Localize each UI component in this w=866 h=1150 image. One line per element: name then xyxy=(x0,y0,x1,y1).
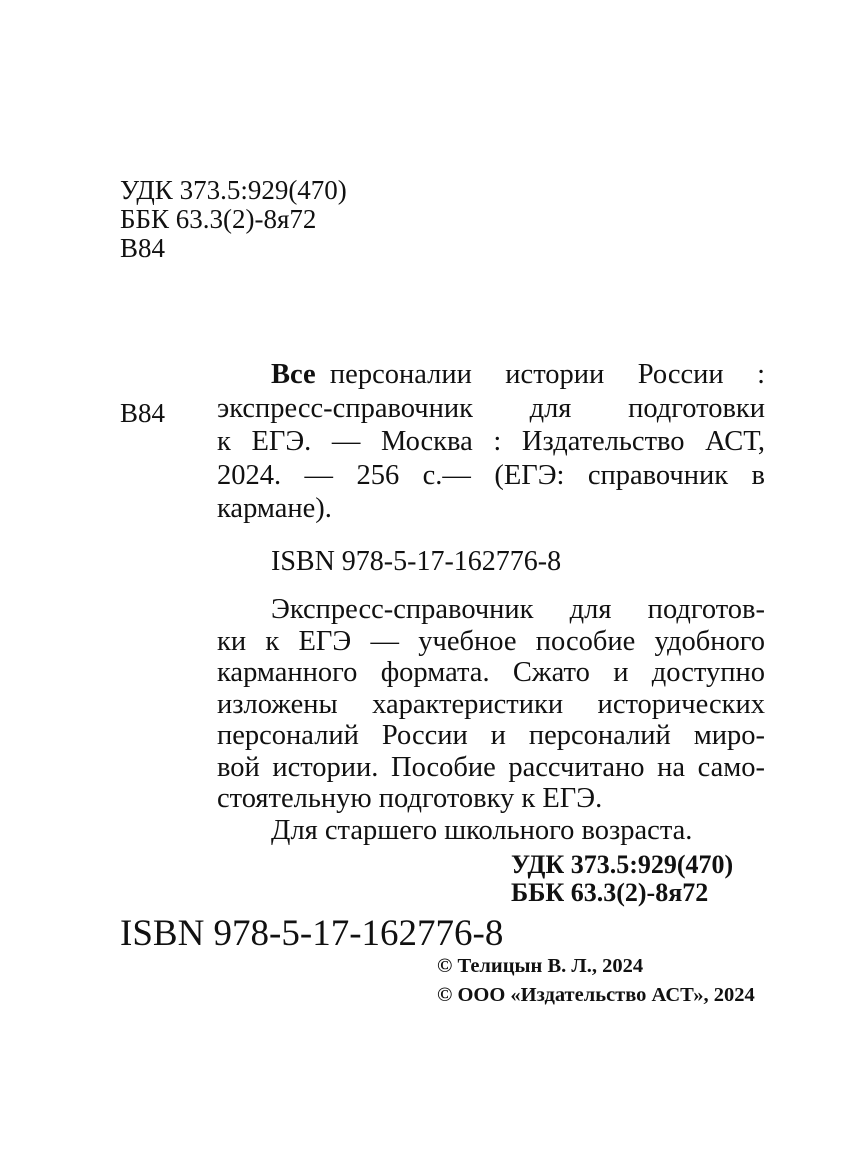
bib-line: к ЕГЭ. — Москва : Издательство АСТ, xyxy=(217,426,765,457)
bbk-code-bold: ББК 63.3(2)-8я72 xyxy=(511,878,709,907)
annotation-line: карманного формата. Сжато и доступно xyxy=(217,657,765,688)
bib-line: экспресс-справочник для подготовки xyxy=(217,392,765,424)
bib-line: кармане). xyxy=(217,493,332,524)
copyright-author: © Телицын В. Л., 2024 xyxy=(437,955,644,977)
title-rest: персоналии истории России : xyxy=(329,359,765,390)
udk-code: УДК 373.5:929(470) xyxy=(120,175,347,205)
annotation-line: стоятельную подготовку к ЕГЭ. xyxy=(217,783,603,814)
annotation xyxy=(217,594,765,846)
annotation-line: Экспресс-справочник для подготов- xyxy=(271,594,765,625)
bibliographic-description xyxy=(217,358,765,526)
age-note: Для старшего школьного возраста. xyxy=(271,814,693,846)
bib-line: 2024. — 256 с.— (ЕГЭ: справочник в xyxy=(217,459,765,491)
isbn-inline: ISBN 978-5-17-162776-8 xyxy=(271,546,562,577)
title-bold-word: Все xyxy=(271,359,316,390)
title-line xyxy=(217,358,765,392)
annotation-line: изложены характеристики исторических xyxy=(217,688,765,720)
isbn-main: ISBN 978-5-17-162776-8 xyxy=(120,913,504,954)
udk-code-bold: УДК 373.5:929(470) xyxy=(511,850,734,879)
bibliographic-author-mark: В84 xyxy=(120,398,166,428)
author-mark-code: В84 xyxy=(120,233,166,263)
top-classification xyxy=(120,176,347,263)
annotation-line: вой истории. Пособие рассчитано на само- xyxy=(217,751,765,783)
bbk-code: ББК 63.3(2)-8я72 xyxy=(120,204,317,234)
copyright-publisher: © ООО «Издательство АСТ», 2024 xyxy=(437,984,755,1006)
bottom-classification xyxy=(511,851,733,907)
annotation-line: персоналий России и персоналий миро- xyxy=(217,720,765,751)
annotation-line: ки к ЕГЭ — учебное пособие удобного xyxy=(217,625,765,657)
